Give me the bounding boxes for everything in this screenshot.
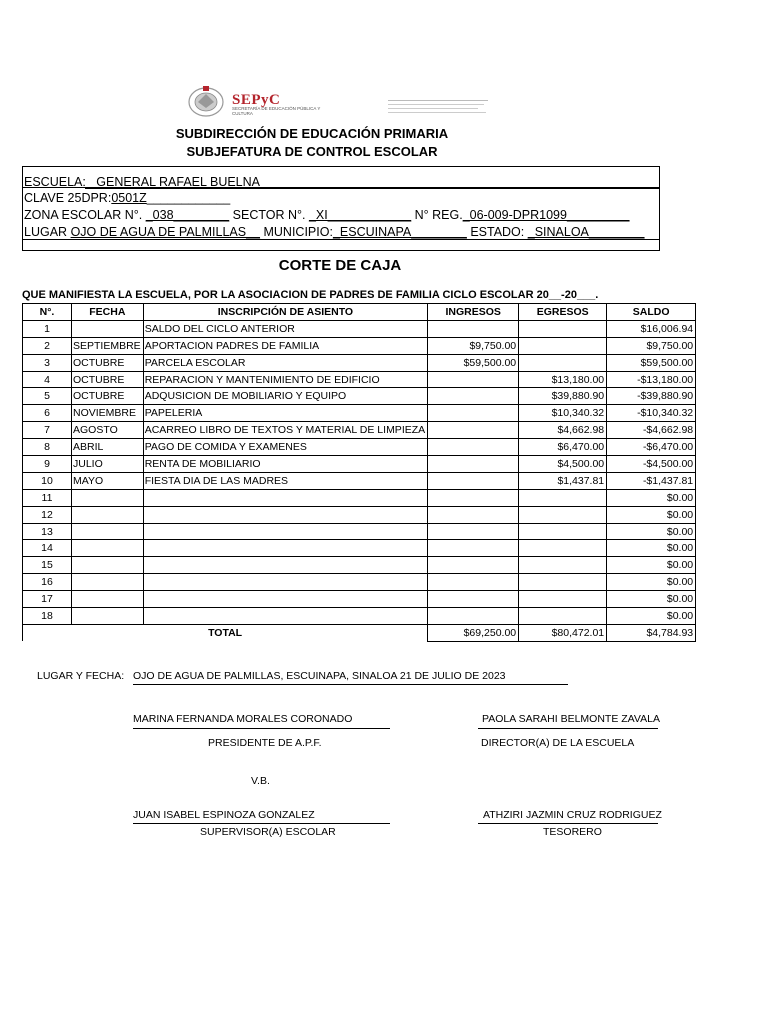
row-fecha: MAYO [72,472,144,489]
row-saldo: $59,500.00 [607,354,696,371]
row-inscripcion: PAPELERIA [143,405,427,422]
total-saldo: $4,784.93 [607,624,696,641]
row-fecha [72,523,144,540]
row-fecha: OCTUBRE [72,388,144,405]
lugar-fecha-value: OJO DE AGUA DE PALMILLAS, ESCUINAPA, SINALOA 21 DE JULIO DE 2023 [133,670,506,682]
row-saldo: -$1,437.81 [607,472,696,489]
row-ingresos [428,439,519,456]
row-saldo: $0.00 [607,557,696,574]
sepyc-logo: SEPyC [232,92,281,108]
vb-label: V.B. [251,775,270,787]
row-saldo: -$39,880.90 [607,388,696,405]
total-label: TOTAL [23,624,428,641]
row-fecha: OCTUBRE [72,354,144,371]
row-ingresos [428,320,519,337]
row-inscripcion [143,557,427,574]
row-fecha: AGOSTO [72,422,144,439]
row-egresos: $4,662.98 [519,422,607,439]
sig1-line [133,728,390,729]
sig4-line [478,823,658,824]
row-egresos: $1,437.81 [519,472,607,489]
row-ingresos [428,591,519,608]
header-saldo: SALDO [607,304,696,321]
sig3-role: SUPERVISOR(A) ESCOLAR [200,826,336,838]
row-inscripcion: RENTA DE MOBILIARIO [143,456,427,473]
total-row [23,624,696,641]
sig3-line [133,823,390,824]
header-right-text [388,98,498,113]
row-egresos [519,608,607,625]
row-num: 16 [23,574,72,591]
row-ingresos [428,574,519,591]
row-inscripcion [143,523,427,540]
row-num: 17 [23,591,72,608]
municipio-value: _ESCUINAPA________ [332,225,467,239]
row-saldo: $16,006.94 [607,320,696,337]
sepyc-subtitle: SECRETARÍA DE EDUCACIÓN PÚBLICA Y CULTURA [232,106,321,116]
row-ingresos [428,388,519,405]
total-ingresos: $69,250.00 [428,624,519,641]
table-row [23,388,696,405]
sig4-role: TESORERO [543,826,602,838]
table-row [23,371,696,388]
row-saldo: -$10,340.32 [607,405,696,422]
header-egresos: EGRESOS [519,304,607,321]
row-ingresos: $9,750.00 [428,337,519,354]
row-num: 12 [23,506,72,523]
row-egresos [519,354,607,371]
header-inscripcion: INSCRIPCIÓN DE ASIENTO [143,304,427,321]
lugar-label: LUGAR [24,225,68,239]
clave-row [24,191,230,205]
row-inscripcion [143,591,427,608]
row-num: 3 [23,354,72,371]
row-inscripcion: ADQUSICION DE MOBILIARIO Y EQUIPO [143,388,427,405]
row-egresos: $13,180.00 [519,371,607,388]
sig4-name: ATHZIRI JAZMIN CRUZ RODRIGUEZ [483,809,662,821]
row-ingresos [428,456,519,473]
corte-de-caja-title: CORTE DE CAJA [278,257,402,274]
row-num: 6 [23,405,72,422]
row-egresos: $39,880.90 [519,388,607,405]
row-fecha [72,320,144,337]
sig2-role: DIRECTOR(A) DE LA ESCUELA [481,737,635,749]
table-row [23,506,696,523]
row-num: 9 [23,456,72,473]
row-num: 4 [23,371,72,388]
estado-value: _SINALOA________ [527,225,645,239]
row-ingresos [428,506,519,523]
table-header-row [23,304,696,321]
row-saldo: $0.00 [607,506,696,523]
table-row [23,472,696,489]
row-num: 10 [23,472,72,489]
row-ingresos [428,422,519,439]
row-egresos: $10,340.32 [519,405,607,422]
row-num: 11 [23,489,72,506]
row-saldo: $9,750.00 [607,337,696,354]
sector-label: SECTOR N°. [232,208,306,222]
row-fecha [72,574,144,591]
row-saldo: -$13,180.00 [607,371,696,388]
escuela-label: ESCUELA: [24,175,86,189]
row-inscripcion: ACARREO LIBRO DE TEXTOS Y MATERIAL DE LIMPIEZA [143,422,427,439]
row-num: 18 [23,608,72,625]
row-ingresos [428,489,519,506]
zona-label: ZONA ESCOLAR N°. [24,208,143,222]
row-ingresos [428,472,519,489]
table-row [23,320,696,337]
row-egresos: $4,500.00 [519,456,607,473]
sig1-role: PRESIDENTE DE A.P.F. [208,737,322,749]
row-inscripcion: FIESTA DIA DE LAS MADRES [143,472,427,489]
manifiesta-statement: QUE MANIFIESTA LA ESCUELA, POR LA ASOCIACION DE PADRES DE FAMILIA CICLO ESCOLAR 20__-20___. [22,289,599,301]
zona-value: _038________ [145,208,230,222]
header-num: N°. [23,304,72,321]
table-row [23,574,696,591]
row-fecha: JULIO [72,456,144,473]
table-row [23,422,696,439]
row-egresos [519,489,607,506]
table-row [23,557,696,574]
row-ingresos [428,540,519,557]
row-num: 13 [23,523,72,540]
row-num: 1 [23,320,72,337]
escuela-row [24,175,260,189]
row-egresos [519,337,607,354]
zona-row [24,208,630,222]
table-row [23,489,696,506]
row-inscripcion: PARCELA ESCOLAR [143,354,427,371]
row-num: 7 [23,422,72,439]
row-saldo: $0.00 [607,608,696,625]
table-row [23,591,696,608]
clave-value: 0501Z [111,191,147,205]
school-info-box [22,166,660,251]
table-row [23,439,696,456]
row-egresos [519,574,607,591]
sig2-name: PAOLA SARAHI BELMONTE ZAVALA [482,713,660,725]
row-egresos [519,506,607,523]
row-inscripcion [143,540,427,557]
row-fecha [72,489,144,506]
row-ingresos [428,523,519,540]
row-saldo: -$4,662.98 [607,422,696,439]
total-egresos: $80,472.01 [519,624,607,641]
row-egresos [519,557,607,574]
row-inscripcion: SALDO DEL CICLO ANTERIOR [143,320,427,337]
clave-blank: ____________ [146,191,231,205]
escuela-value: _GENERAL RAFAEL BUELNA [89,175,260,189]
lugar-fecha-label: LUGAR Y FECHA: [37,670,125,682]
row-ingresos [428,608,519,625]
row-fecha [72,506,144,523]
row-inscripcion: PAGO DE COMIDA Y EXAMENES [143,439,427,456]
row-saldo: $0.00 [607,540,696,557]
row-egresos [519,540,607,557]
clave-label: CLAVE 25DPR: [24,191,112,205]
row-ingresos [428,405,519,422]
row-inscripcion [143,489,427,506]
sig3-name: JUAN ISABEL ESPINOZA GONZALEZ [133,809,315,821]
table-row [23,354,696,371]
row-saldo: $0.00 [607,489,696,506]
row-egresos [519,523,607,540]
row-inscripcion: APORTACION PADRES DE FAMILIA [143,337,427,354]
table-row [23,405,696,422]
ledger-table [22,303,696,642]
row-inscripcion [143,574,427,591]
row-saldo: $0.00 [607,591,696,608]
row-fecha: ABRIL [72,439,144,456]
sig1-name: MARINA FERNANDA MORALES CORONADO [133,713,353,725]
row-num: 14 [23,540,72,557]
row-inscripcion [143,506,427,523]
row-saldo: $0.00 [607,574,696,591]
row-saldo: -$6,470.00 [607,439,696,456]
row-fecha [72,557,144,574]
lugar-fecha-line [133,684,568,685]
row-num: 8 [23,439,72,456]
table-row [23,523,696,540]
reg-value: _06-009-DPR1099_________ [462,208,630,222]
row-fecha [72,608,144,625]
row-inscripcion: REPARACION Y MANTENIMIENTO DE EDIFICIO [143,371,427,388]
row-num: 15 [23,557,72,574]
row-fecha: OCTUBRE [72,371,144,388]
lugar-value: OJO DE AGUA DE PALMILLAS__ [70,225,260,239]
row-saldo: -$4,500.00 [607,456,696,473]
table-row [23,456,696,473]
document-subtitle: SUBJEFATURA DE CONTROL ESCOLAR [186,144,438,159]
row-ingresos: $59,500.00 [428,354,519,371]
row-egresos: $6,470.00 [519,439,607,456]
row-inscripcion [143,608,427,625]
row-ingresos [428,371,519,388]
estado-label: ESTADO: [470,225,525,239]
row-num: 2 [23,337,72,354]
row-egresos [519,591,607,608]
header-fecha: FECHA [72,304,144,321]
lugar-row [24,225,645,239]
row-fecha: SEPTIEMBRE [72,337,144,354]
row-fecha [72,591,144,608]
government-seal-icon [186,84,226,118]
document-title: SUBDIRECCIÓN DE EDUCACIÓN PRIMARIA [175,126,449,141]
municipio-label: MUNICIPIO: [263,225,333,239]
row-saldo: $0.00 [607,523,696,540]
sig2-line [478,728,658,729]
row-egresos [519,320,607,337]
sector-value: _XI____________ [308,208,412,222]
table-row [23,540,696,557]
row-fecha: NOVIEMBRE [72,405,144,422]
row-ingresos [428,557,519,574]
header-ingresos: INGRESOS [428,304,519,321]
reg-label: N° REG. [414,208,463,222]
row-fecha [72,540,144,557]
row-num: 5 [23,388,72,405]
table-row [23,337,696,354]
table-row [23,608,696,625]
